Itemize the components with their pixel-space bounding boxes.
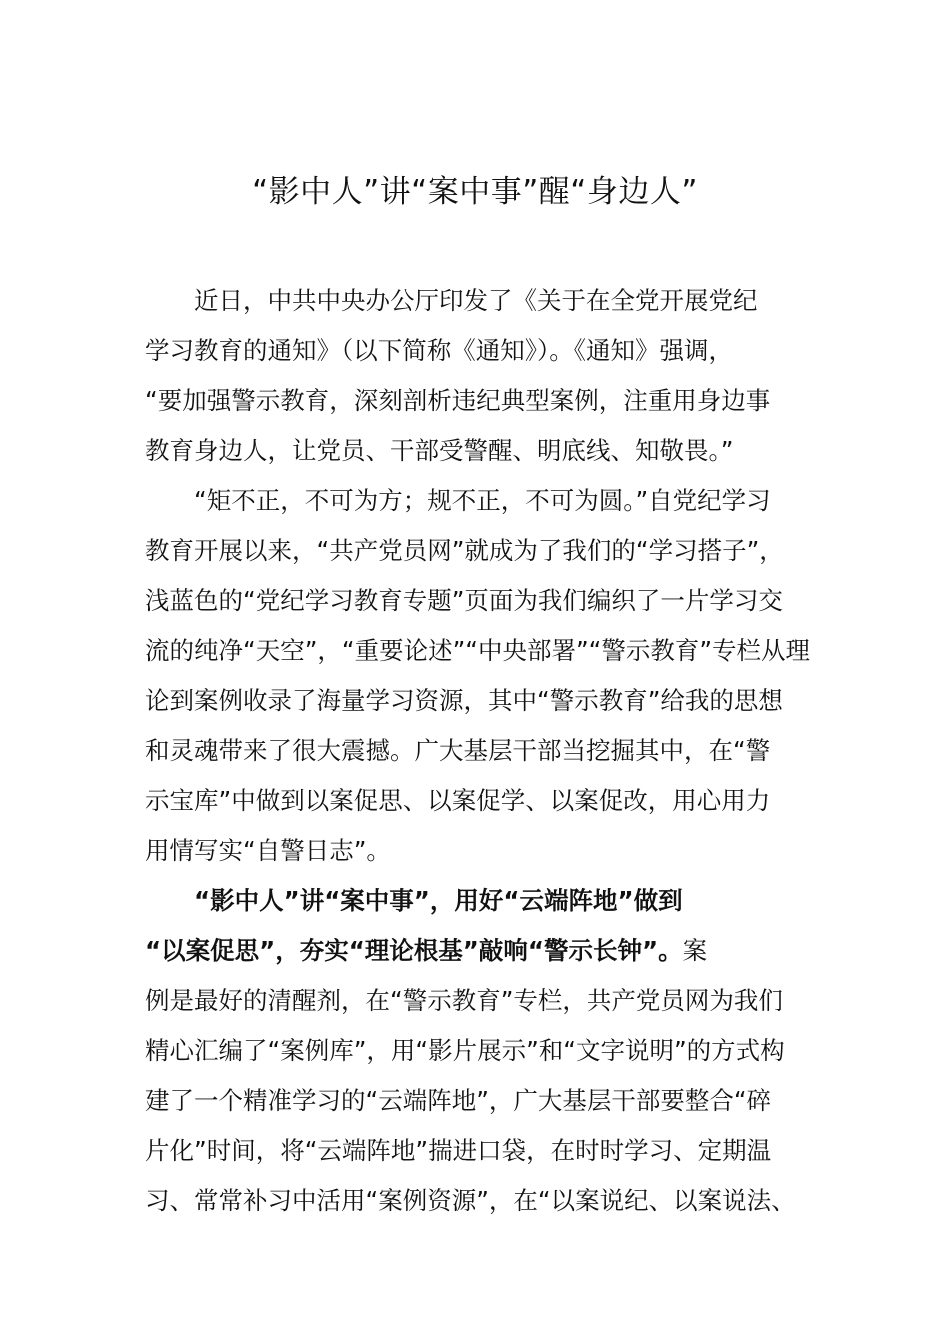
paragraph-3-heading-line-2: [145, 926, 805, 976]
paragraph-3-heading-line-1: “影中人”讲“案中事”，用好“云端阵地”做到: [194, 886, 683, 915]
paragraph-1: [145, 276, 805, 476]
paragraph-3-line-3: 建了一个精准学习的“云端阵地”，广大基层干部要整合“碎: [145, 1086, 772, 1115]
paragraph-2-line-4: 流的纯净“天空”，“重要论述”“中央部署”“警示教育”专栏从理: [145, 636, 811, 665]
paragraph-1-line-3: “要加强警示教育，深刻剖析违纪典型案例，注重用身边事: [145, 386, 771, 415]
paragraph-2-line-6: 和灵魂带来了很大震撼。广大基层干部当挖掘其中，在“警: [145, 736, 771, 765]
paragraph-2-line-2: 教育开展以来，“共产党员网”就成为了我们的“学习搭子”，: [145, 536, 784, 565]
paragraph-3-heading-line-2-text: “以案促思”，夯实“理论根基”敲响“警示长钟”。: [145, 936, 683, 965]
paragraph-2-line-5: 论到案例收录了海量学习资源，其中“警示教育”给我的思想: [145, 686, 783, 715]
paragraph-3: [145, 876, 805, 1226]
paragraph-2: [145, 476, 811, 876]
paragraph-3-line-1: 例是最好的清醒剂，在“警示教育”专栏，共产党员网为我们: [145, 986, 783, 1015]
paragraph-2-line-7: 示宝库”中做到以案促思、以案促学、以案促改，用心用力: [145, 786, 771, 815]
paragraph-3-line-2: 精心汇编了“案例库”，用“影片展示”和“文字说明”的方式构: [145, 1036, 785, 1065]
document-body: [145, 276, 811, 1226]
paragraph-3-heading-tail: 案: [682, 936, 708, 965]
paragraph-1-line-2: 学习教育的通知》（以下简称《通知》）。《通知》强调，: [145, 336, 733, 365]
paragraph-2-line-1: “矩不正，不可为方；规不正，不可为圆。”自党纪学习: [194, 486, 771, 515]
paragraph-1-line-1: 近日，中共中央办公厅印发了《关于在全党开展党纪: [194, 286, 758, 315]
document-title: “影中人”讲“案中事”醒“身边人”: [252, 174, 698, 210]
paragraph-3-line-5: 习、常常补习中活用“案例资源”，在“以案说纪、以案说法、: [145, 1186, 796, 1215]
paragraph-2-line-8: 用情写实“自警日志”。: [145, 836, 391, 865]
paragraph-3-line-4: 片化”时间，将“云端阵地”揣进口袋，在时时学习、定期温: [145, 1136, 772, 1165]
paragraph-2-line-3: 浅蓝色的“党纪学习教育专题”页面为我们编织了一片学习交: [145, 586, 783, 615]
paragraph-1-line-4: 教育身边人，让党员、干部受警醒、明底线、知敬畏。”: [145, 436, 734, 465]
